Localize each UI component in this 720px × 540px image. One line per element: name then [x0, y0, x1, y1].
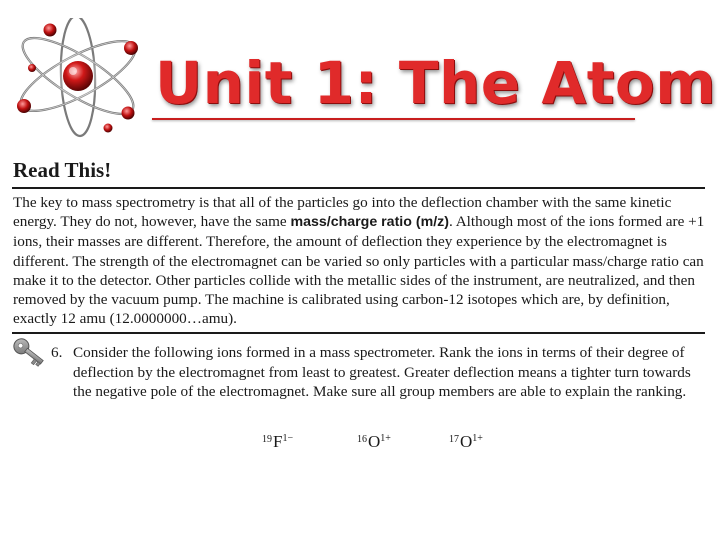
- question-number: 6.: [51, 344, 63, 361]
- header-banner: [0, 0, 720, 135]
- ion-symbol: O: [460, 432, 473, 451]
- ion-item: [262, 428, 293, 453]
- read-paragraph: [13, 193, 708, 328]
- ion-mass: 17: [449, 434, 459, 445]
- question-text: Consider the following ions formed in a mass spectrometer. Rank the ions in terms of their degree of deflection by the electromagnet from least to greatest. Greater deflection means a tighter turn towards the negative pole of the electromagnet. Make sure all group members are able to explain the ranking.: [73, 344, 691, 401]
- title-underline: [152, 118, 635, 120]
- ion-item: [357, 428, 391, 453]
- ion-item: [449, 428, 483, 453]
- bold-term: mass/charge ratio (m/z): [290, 214, 449, 231]
- paragraph-text: The key to mass spectrometry is that all of the particles go into the deflection chamber with the same kinetic energy. They do not, however, have the same: [13, 194, 672, 231]
- ion-charge: 1−: [282, 433, 294, 444]
- page-title: Unit 1: The Atom: [155, 49, 717, 117]
- ion-charge: 1+: [472, 433, 483, 444]
- ion-symbol: O: [368, 432, 381, 451]
- ion-symbol: F: [273, 432, 283, 451]
- key-icon: [8, 338, 44, 372]
- section-heading: Read This!: [13, 158, 112, 182]
- ion-mass: 19: [262, 434, 272, 445]
- divider: [12, 332, 705, 334]
- divider: [12, 187, 705, 189]
- ion-charge: 1+: [380, 433, 391, 444]
- atom-icon: [10, 18, 160, 138]
- ion-mass: 16: [357, 434, 367, 445]
- paragraph-text: . Although most of the ions formed are +1 ions, their masses are different. Therefore, the amount of deflection they experience by the electromagnet is different. The strength of the electromagnet can be varied so only particles with a particular mass/charge ratio can make it to the detector. Other particles collide with the metallic sides of the instrument, are neutralized, and then removed by the vacuum pump. The machine is calibrated using carbon-12 isotopes which are, by definition, exactly 12 amu (12.0000000…amu).: [13, 213, 705, 328]
- ion-list: [0, 428, 720, 452]
